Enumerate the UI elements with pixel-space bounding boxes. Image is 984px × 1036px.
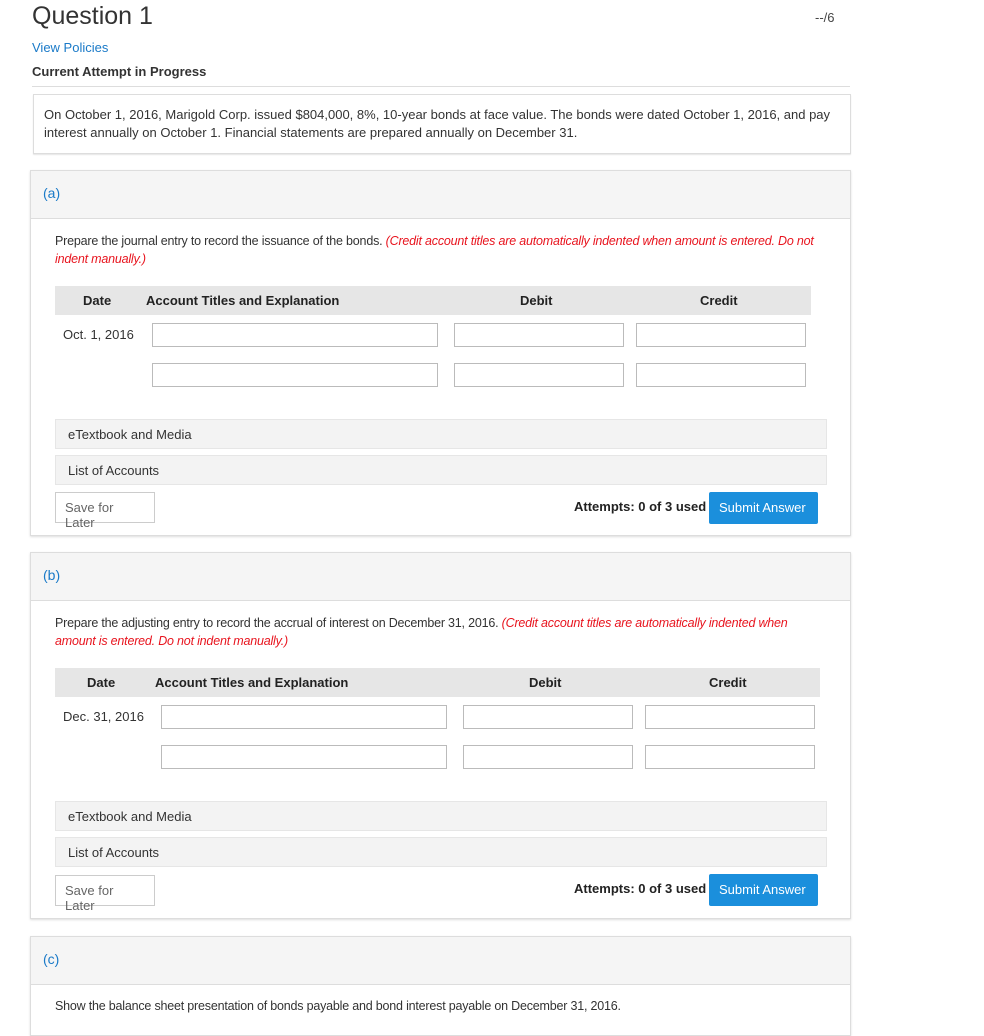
instruction-note: (Credit account titles are automatically indented when amount is entered. Do not indent manually.) (55, 234, 814, 266)
debit-input[interactable] (454, 363, 624, 387)
question-title: Question 1 (32, 2, 153, 30)
header-credit: Credit (700, 293, 738, 308)
credit-input[interactable] (636, 363, 806, 387)
instruction-note: (Credit account titles are automatically indented when amount is entered. Do not indent manually.) (55, 616, 788, 648)
debit-input[interactable] (463, 745, 633, 769)
etextbook-media[interactable]: eTextbook and Media (55, 419, 827, 449)
attempts-count: Attempts: 0 of 3 used (574, 499, 707, 514)
debit-input[interactable] (463, 705, 633, 729)
entry-date: Oct. 1, 2016 (63, 327, 134, 342)
account-input[interactable] (161, 745, 447, 769)
header-credit: Credit (709, 675, 747, 690)
part-a (30, 170, 851, 536)
account-input[interactable] (152, 363, 438, 387)
header-debit: Debit (529, 675, 562, 690)
instructions (55, 232, 825, 268)
instructions (55, 614, 825, 650)
account-input[interactable] (161, 705, 447, 729)
part-label: (a) (31, 171, 850, 219)
part-label: (c) (31, 937, 850, 985)
header-account: Account Titles and Explanation (155, 675, 349, 690)
header-date: Date (83, 293, 112, 308)
attempt-status: Current Attempt in Progress (32, 64, 207, 79)
instruction-text: Show the balance sheet presentation of bonds payable and bond interest payable on December 31, 2016. (55, 999, 621, 1013)
part-c (30, 936, 851, 1036)
save-for-later-button[interactable]: Save for Later (55, 875, 155, 906)
score: --/6 (815, 10, 835, 25)
credit-input[interactable] (636, 323, 806, 347)
entry-date: Dec. 31, 2016 (63, 709, 144, 724)
view-policies-link[interactable]: View Policies (32, 40, 109, 55)
etextbook-media[interactable]: eTextbook and Media (55, 801, 827, 831)
problem-statement: On October 1, 2016, Marigold Corp. issued $804,000, 8%, 10-year bonds at face value. The bonds were dated October 1, 2016, and pay interest annually on October 1. Financial statements are prepared annually on December 31. (33, 94, 851, 154)
table-header (55, 668, 820, 697)
header-debit: Debit (520, 293, 553, 308)
attempts-count: Attempts: 0 of 3 used (574, 881, 707, 896)
credit-input[interactable] (645, 705, 815, 729)
part-b (30, 552, 851, 919)
credit-input[interactable] (645, 745, 815, 769)
header-account: Account Titles and Explanation (146, 293, 340, 308)
list-of-accounts[interactable]: List of Accounts (55, 837, 827, 867)
part-label: (b) (31, 553, 850, 601)
list-of-accounts[interactable]: List of Accounts (55, 455, 827, 485)
account-input[interactable] (152, 323, 438, 347)
divider (32, 86, 850, 87)
table-header (55, 286, 811, 315)
instruction-text: Prepare the adjusting entry to record the accrual of interest on December 31, 2016. (55, 616, 499, 630)
submit-answer-button[interactable]: Submit Answer (709, 492, 818, 524)
submit-answer-button[interactable]: Submit Answer (709, 874, 818, 906)
instruction-text: Prepare the journal entry to record the issuance of the bonds. (55, 234, 383, 248)
save-for-later-button[interactable]: Save for Later (55, 492, 155, 523)
debit-input[interactable] (454, 323, 624, 347)
header-date: Date (87, 675, 116, 690)
